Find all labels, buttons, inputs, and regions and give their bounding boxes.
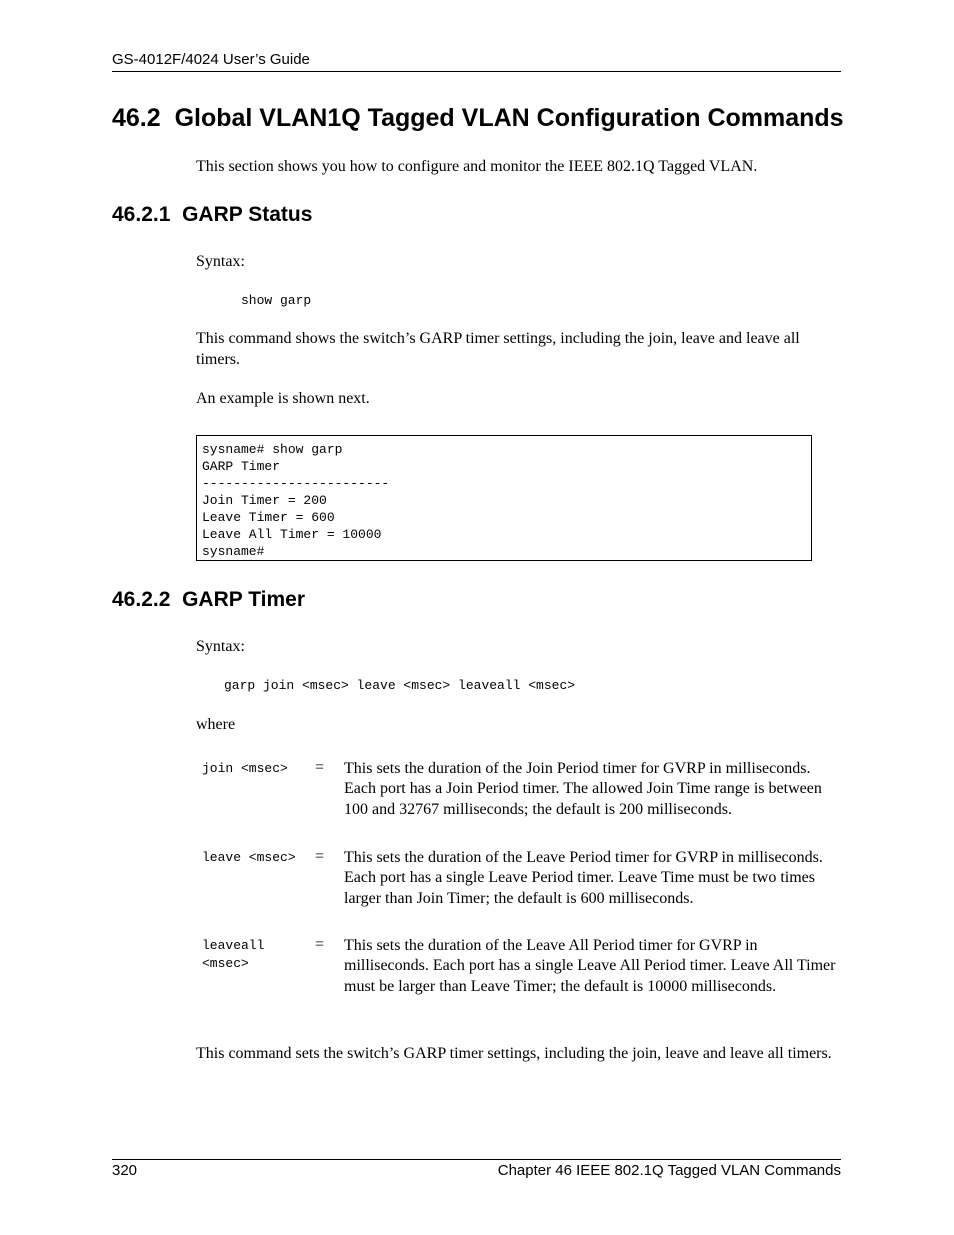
page-number: 320 <box>112 1162 138 1179</box>
section-heading <box>112 104 844 133</box>
example-output <box>202 441 389 560</box>
subsection-number: 46.2.1 <box>112 203 171 226</box>
subsection-title: GARP Timer <box>182 588 305 611</box>
section-title: Global VLAN1Q Tagged VLAN Configuration Commands <box>174 104 844 132</box>
chapter-title: Chapter 46 IEEE 802.1Q Tagged VLAN Commands <box>497 1162 841 1179</box>
example-line: sysname# show garp <box>202 442 343 457</box>
example-line: ------------------------ <box>202 476 390 491</box>
param-name-line: leaveall <box>202 938 265 953</box>
command-description: This command shows the switch’s GARP timer settings, including the join, leave and leave all timers. <box>196 330 800 368</box>
example-line: Join Timer = 200 <box>202 493 327 508</box>
param-name-join: join <msec> <box>202 761 288 776</box>
footer-divider <box>112 1159 841 1160</box>
param-equals: = <box>315 848 325 865</box>
param-description-leaveall: This sets the duration of the Leave All Period timer for GVRP in milliseconds. Each port has a single Leave All Period timer. Leave All Timer must be larger than Leave Timer; the default is 10000 milliseconds. <box>344 937 836 995</box>
param-description-leave: This sets the duration of the Leave Period timer for GVRP in milliseconds. Each port has a single Leave Period timer. Leave Time must be two times larger than Join Timer; the default is 600 milliseconds. <box>344 849 823 907</box>
example-line: sysname# <box>202 544 265 559</box>
subsection-heading-garp-timer <box>112 588 305 612</box>
example-line: Leave All Timer = 10000 <box>202 527 382 542</box>
param-name-leave: leave <msec> <box>202 850 296 865</box>
section-number: 46.2 <box>112 104 161 132</box>
subsection-number: 46.2.2 <box>112 588 171 611</box>
example-line: GARP Timer <box>202 459 281 474</box>
example-intro: An example is shown next. <box>196 390 370 407</box>
param-name-leaveall <box>202 937 264 973</box>
section-intro: This section shows you how to configure and monitor the IEEE 802.1Q Tagged VLAN. <box>196 158 758 175</box>
where-label: where <box>196 716 236 733</box>
syntax-command: show garp <box>241 293 312 308</box>
syntax-label: Syntax: <box>196 253 245 270</box>
syntax-command: garp join <msec> leave <msec> leaveall <msec> <box>224 678 576 693</box>
example-line: Leave Timer = 600 <box>202 510 335 525</box>
param-name-line: <msec> <box>202 956 249 971</box>
param-equals: = <box>315 936 325 953</box>
subsection-heading-garp-status <box>112 203 312 227</box>
header-divider <box>112 71 841 72</box>
param-description-join: This sets the duration of the Join Period timer for GVRP in milliseconds. Each port has a Join Period timer. The allowed Join Time range is between 100 and 32767 milliseconds; the default is 200 milliseconds. <box>344 760 822 818</box>
running-header-title: GS-4012F/4024 User’s Guide <box>112 51 310 68</box>
syntax-label: Syntax: <box>196 638 245 655</box>
command-description: This command sets the switch’s GARP timer settings, including the join, leave and leave all timers. <box>196 1045 832 1062</box>
param-equals: = <box>315 759 325 776</box>
example-output-box <box>196 435 812 561</box>
subsection-title: GARP Status <box>182 203 313 226</box>
